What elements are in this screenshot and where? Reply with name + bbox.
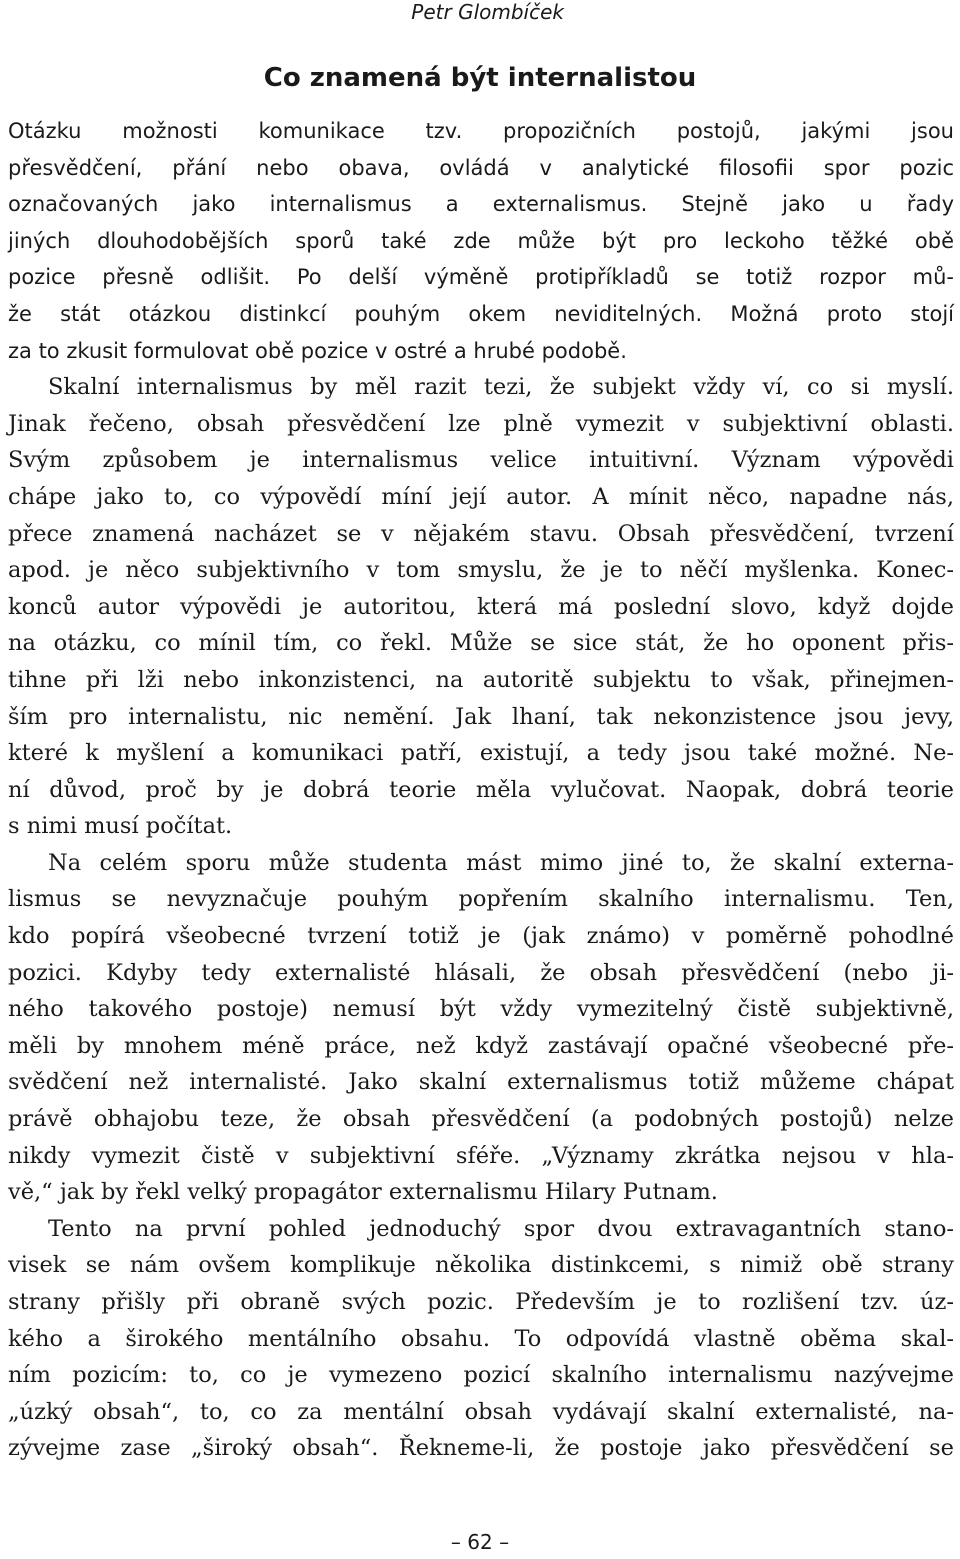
text-line: Svým způsobem je internalismus velice intuitivní. Význam výpovědi — [8, 447, 954, 474]
text-line: ného takového postoje) nemusí být vždy vymezitelný čistě subjektivně, — [8, 996, 954, 1023]
page-number: – 62 – — [450, 1530, 510, 1554]
text-line: nikdy vymezit čistě v subjektivní sféře. „Významy zkrátka nejsou v hla- — [8, 1142, 954, 1169]
text-line: jiných dlouhodobějších sporů také zde může být pro leckoho těžké obě — [8, 228, 954, 253]
text-line: apod. je něco subjektivního v tom smyslu, že je to něčí myšlenka. Konec- — [8, 557, 954, 584]
running-header-author: Petr Glombíček — [411, 0, 564, 24]
text-line: svědčení než internalisté. Jako skalní externalismus totiž můžeme chápat — [8, 1069, 954, 1096]
text-line: chápe jako to, co výpovědí míní její autor. A mínit něco, napadne nás, — [8, 483, 954, 510]
text-line: kého a širokého mentálního obsahu. To odpovídá vlastně oběma skal- — [8, 1325, 954, 1352]
text-line: Na celém sporu může studenta mást mimo jiné to, že skalní externa- — [48, 849, 954, 876]
text-line: že stát otázkou distinkcí pouhým okem neviditelných. Možná proto stojí — [8, 301, 954, 326]
text-line: lismus se nevyznačuje pouhým popřením skalního internalismu. Ten, — [8, 886, 954, 913]
text-line: vě,“ jak by řekl velký propagátor externalismu Hilary Putnam. — [8, 1179, 718, 1206]
body-text — [8, 113, 954, 1467]
text-line: pozice přesně odlišit. Po delší výměně protipříkladů se totiž rozpor mů- — [8, 265, 954, 290]
text-line: konců autor výpovědi je autoritou, která má poslední slovo, když dojde — [8, 593, 954, 620]
text-line: pozici. Kdyby tedy externalisté hlásali, že obsah přesvědčení (nebo ji- — [8, 959, 954, 986]
text-line: označovaných jako internalismus a externalismus. Stejně jako u řady — [8, 192, 954, 217]
text-line: Tento na první pohled jednoduchý spor dvou extravagantních stano- — [48, 1215, 954, 1242]
text-line: přece znamená nacházet se v nějakém stavu. Obsah přesvědčení, tvrzení — [8, 520, 954, 547]
text-line: přesvědčení, přání nebo obava, ovládá v analytické filosofii spor pozic — [8, 155, 954, 180]
text-line: kdo popírá všeobecné tvrzení totiž je (jak známo) v poměrně pohodlné — [8, 923, 954, 950]
text-line: „úzký obsah“, to, co za mentální obsah vydávají skalní externalisté, na- — [8, 1398, 954, 1425]
text-line: ším pro internalistu, nic nemění. Jak lhaní, tak nekonzistence jsou jevy, — [8, 703, 954, 730]
text-line: na otázku, co mínil tím, co řekl. Může se sice stát, že ho oponent přis- — [8, 630, 954, 657]
chapter-title: Co znamená být internalistou — [263, 63, 697, 93]
text-line: s nimi musí počítat. — [8, 813, 233, 840]
text-line: visek se nám ovšem komplikuje několika distinkcemi, s nimiž obě strany — [8, 1252, 954, 1279]
text-line: ní důvod, proč by je dobrá teorie měla vylučovat. Naopak, dobrá teorie — [8, 776, 954, 803]
text-line: Otázku možnosti komunikace tzv. propozičních postojů, jakými jsou — [8, 119, 954, 143]
text-line: tihne při lži nebo inkonzistenci, na autoritě subjektu to však, přinejmen- — [8, 666, 954, 693]
text-line: zývejme zase „široký obsah“. Řekneme-li, že postoje jako přesvědčení se — [8, 1435, 954, 1462]
text-line: právě obhajobu teze, že obsah přesvědčení (a podobných postojů) nelze — [8, 1106, 954, 1133]
text-line: ním pozicím: to, co je vymezeno pozicí skalního internalismu nazývejme — [8, 1362, 954, 1389]
text-line: Jinak řečeno, obsah přesvědčení lze plně vymezit v subjektivní oblasti. — [8, 410, 954, 437]
text-line: které k myšlení a komunikaci patří, existují, a tedy jsou také možné. Ne- — [8, 740, 954, 767]
text-line: strany přišly při obraně svých pozic. Především je to rozlišení tzv. úz- — [8, 1289, 954, 1315]
text-line: za to zkusit formulovat obě pozice v ostré a hrubé podobě. — [8, 338, 627, 363]
text-line: Skalní internalismus by měl razit tezi, že subjekt vždy ví, co si myslí. — [48, 374, 954, 401]
text-line: měli by mnohem méně práce, než když zastávají opačné všeobecné pře- — [8, 1032, 954, 1059]
